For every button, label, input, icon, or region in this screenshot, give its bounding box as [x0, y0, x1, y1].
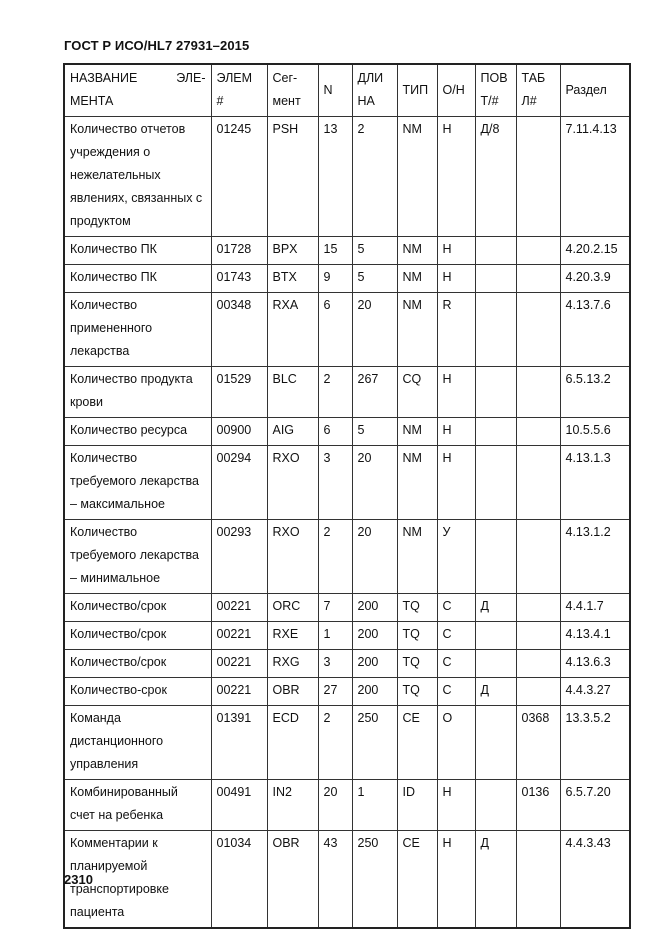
column-header-elem-line2: #: [216, 94, 224, 108]
cell-rep: [475, 780, 516, 831]
cell-rep: [475, 650, 516, 678]
column-header-name-line1: НАЗВАНИЕ ЭЛЕ-: [70, 71, 206, 85]
cell-name: Количество ПК: [64, 265, 211, 293]
cell-n: 2: [318, 520, 352, 594]
column-header-elem-line1: ЭЛЕМ: [216, 71, 253, 85]
cell-opt: Н: [437, 117, 475, 237]
cell-tbl: [516, 594, 560, 622]
cell-opt: Н: [437, 265, 475, 293]
cell-length: 5: [352, 418, 397, 446]
cell-rep: [475, 520, 516, 594]
cell-type: NM: [397, 520, 437, 594]
cell-section: 4.13.6.3: [560, 650, 630, 678]
cell-type: NM: [397, 418, 437, 446]
cell-elem: 00491: [211, 780, 267, 831]
column-header-opt-line1: О/Н: [442, 82, 465, 97]
column-header-length: [352, 64, 397, 117]
cell-name: Комбинированный счет на ребенка: [64, 780, 211, 831]
table-row: [64, 780, 630, 831]
column-header-tbl-line1: ТАБ: [521, 71, 546, 85]
cell-name: Количество ресурса: [64, 418, 211, 446]
column-header-name-line2: МЕНТА: [70, 94, 114, 108]
column-header-opt: [437, 64, 475, 117]
cell-name: Количество примененного лекарства: [64, 293, 211, 367]
cell-tbl: [516, 117, 560, 237]
cell-opt: С: [437, 622, 475, 650]
cell-type: NM: [397, 117, 437, 237]
cell-type: CE: [397, 706, 437, 780]
column-header-rep-line2: Т/#: [480, 94, 499, 108]
cell-type: CQ: [397, 367, 437, 418]
cell-n: 3: [318, 650, 352, 678]
cell-opt: С: [437, 678, 475, 706]
cell-type: TQ: [397, 594, 437, 622]
cell-rep: Д: [475, 678, 516, 706]
cell-length: 20: [352, 446, 397, 520]
cell-n: 27: [318, 678, 352, 706]
cell-segment: RXO: [267, 446, 318, 520]
cell-rep: [475, 293, 516, 367]
cell-segment: RXE: [267, 622, 318, 650]
cell-section: 4.13.1.2: [560, 520, 630, 594]
cell-n: 2: [318, 367, 352, 418]
cell-elem: 01743: [211, 265, 267, 293]
cell-tbl: [516, 520, 560, 594]
cell-elem: 01034: [211, 831, 267, 929]
cell-opt: О: [437, 706, 475, 780]
cell-name: Количество требуемого лекарства – максимальное: [64, 446, 211, 520]
cell-length: 1: [352, 780, 397, 831]
cell-rep: [475, 367, 516, 418]
cell-tbl: [516, 446, 560, 520]
cell-elem: 00221: [211, 622, 267, 650]
cell-opt: Н: [437, 831, 475, 929]
cell-tbl: [516, 237, 560, 265]
cell-rep: Д/8: [475, 117, 516, 237]
cell-name: Количество требуемого лекарства – минимальное: [64, 520, 211, 594]
cell-opt: С: [437, 650, 475, 678]
cell-tbl: [516, 265, 560, 293]
cell-name: Количество ПК: [64, 237, 211, 265]
cell-tbl: [516, 831, 560, 929]
table-row: [64, 446, 630, 520]
cell-length: 200: [352, 622, 397, 650]
cell-name: Команда дистанционного управления: [64, 706, 211, 780]
cell-rep: [475, 622, 516, 650]
cell-type: ID: [397, 780, 437, 831]
column-header-elem: [211, 64, 267, 117]
cell-section: 7.11.4.13: [560, 117, 630, 237]
cell-tbl: 0368: [516, 706, 560, 780]
cell-rep: [475, 418, 516, 446]
cell-segment: ORC: [267, 594, 318, 622]
cell-rep: [475, 706, 516, 780]
cell-section: 6.5.7.20: [560, 780, 630, 831]
column-header-section: [560, 64, 630, 117]
cell-tbl: [516, 293, 560, 367]
cell-n: 2: [318, 706, 352, 780]
cell-type: NM: [397, 446, 437, 520]
cell-name: Количество/срок: [64, 594, 211, 622]
cell-segment: BPX: [267, 237, 318, 265]
cell-elem: 00221: [211, 650, 267, 678]
column-header-name: [64, 64, 211, 117]
cell-elem: 00348: [211, 293, 267, 367]
cell-n: 13: [318, 117, 352, 237]
cell-tbl: [516, 622, 560, 650]
cell-elem: 01245: [211, 117, 267, 237]
cell-opt: У: [437, 520, 475, 594]
cell-length: 2: [352, 117, 397, 237]
cell-section: 6.5.13.2: [560, 367, 630, 418]
table-row: [64, 650, 630, 678]
cell-elem: 01391: [211, 706, 267, 780]
column-header-n-line1: N: [323, 82, 333, 97]
cell-tbl: [516, 367, 560, 418]
column-header-rep: [475, 64, 516, 117]
cell-type: NM: [397, 237, 437, 265]
table-row: [64, 418, 630, 446]
cell-n: 15: [318, 237, 352, 265]
cell-section: 4.13.7.6: [560, 293, 630, 367]
cell-elem: 01728: [211, 237, 267, 265]
cell-segment: RXA: [267, 293, 318, 367]
cell-length: 5: [352, 237, 397, 265]
cell-opt: Н: [437, 780, 475, 831]
cell-elem: 01529: [211, 367, 267, 418]
column-header-segment-line1: Сег-: [272, 71, 298, 85]
data-element-table: [63, 63, 631, 929]
cell-opt: Н: [437, 367, 475, 418]
cell-section: 4.20.3.9: [560, 265, 630, 293]
cell-elem: 00221: [211, 594, 267, 622]
cell-name: Количество-срок: [64, 678, 211, 706]
table-row: [64, 293, 630, 367]
table-row: [64, 594, 630, 622]
cell-tbl: [516, 678, 560, 706]
cell-n: 6: [318, 293, 352, 367]
cell-length: 5: [352, 265, 397, 293]
cell-length: 20: [352, 293, 397, 367]
cell-elem: 00221: [211, 678, 267, 706]
column-header-type-line1: ТИП: [402, 82, 429, 97]
cell-section: 4.13.4.1: [560, 622, 630, 650]
cell-n: 20: [318, 780, 352, 831]
cell-opt: Н: [437, 418, 475, 446]
cell-n: 3: [318, 446, 352, 520]
cell-length: 250: [352, 831, 397, 929]
table-row: [64, 237, 630, 265]
cell-length: 250: [352, 706, 397, 780]
column-header-segment: [267, 64, 318, 117]
cell-type: NM: [397, 265, 437, 293]
cell-opt: Н: [437, 446, 475, 520]
cell-length: 200: [352, 678, 397, 706]
cell-segment: AIG: [267, 418, 318, 446]
cell-segment: RXO: [267, 520, 318, 594]
column-header-tbl: [516, 64, 560, 117]
table-row: [64, 117, 630, 237]
cell-length: 200: [352, 594, 397, 622]
cell-name: Количество/срок: [64, 650, 211, 678]
cell-section: 13.3.5.2: [560, 706, 630, 780]
cell-n: 7: [318, 594, 352, 622]
cell-segment: ECD: [267, 706, 318, 780]
cell-segment: OBR: [267, 831, 318, 929]
cell-section: 4.13.1.3: [560, 446, 630, 520]
cell-length: 20: [352, 520, 397, 594]
cell-section: 4.20.2.15: [560, 237, 630, 265]
table-row: [64, 706, 630, 780]
document-header: ГОСТ Р ИСО/HL7 27931–2015: [64, 38, 250, 53]
cell-opt: R: [437, 293, 475, 367]
cell-tbl: [516, 418, 560, 446]
cell-elem: 00900: [211, 418, 267, 446]
cell-length: 200: [352, 650, 397, 678]
table-row: [64, 265, 630, 293]
cell-rep: Д: [475, 594, 516, 622]
cell-n: 43: [318, 831, 352, 929]
column-header-segment-line2: мент: [272, 94, 301, 108]
cell-type: CE: [397, 831, 437, 929]
cell-segment: RXG: [267, 650, 318, 678]
column-header-tbl-line2: Л#: [521, 94, 537, 108]
table-row: [64, 678, 630, 706]
cell-rep: Д: [475, 831, 516, 929]
cell-segment: BTX: [267, 265, 318, 293]
cell-length: 267: [352, 367, 397, 418]
cell-rep: [475, 237, 516, 265]
table-row: [64, 520, 630, 594]
column-header-length-line2: НА: [357, 94, 375, 108]
cell-tbl: 0136: [516, 780, 560, 831]
table-row: [64, 622, 630, 650]
cell-section: 4.4.3.27: [560, 678, 630, 706]
cell-n: 9: [318, 265, 352, 293]
cell-opt: С: [437, 594, 475, 622]
cell-name: Количество продукта крови: [64, 367, 211, 418]
column-header-type: [397, 64, 437, 117]
cell-rep: [475, 446, 516, 520]
cell-n: 6: [318, 418, 352, 446]
cell-segment: OBR: [267, 678, 318, 706]
table-header-row: [64, 64, 630, 117]
cell-opt: Н: [437, 237, 475, 265]
table-row: [64, 831, 630, 929]
cell-type: TQ: [397, 650, 437, 678]
cell-name: Количество отчетов учреждения о нежелательных явлениях, связанных с продуктом: [64, 117, 211, 237]
cell-elem: 00293: [211, 520, 267, 594]
cell-segment: IN2: [267, 780, 318, 831]
page-number: 2310: [64, 872, 93, 887]
column-header-n: [318, 64, 352, 117]
table-body: [64, 117, 630, 929]
cell-tbl: [516, 650, 560, 678]
cell-elem: 00294: [211, 446, 267, 520]
column-header-section-line1: Раздел: [565, 82, 607, 97]
cell-section: 4.4.3.43: [560, 831, 630, 929]
cell-type: TQ: [397, 622, 437, 650]
cell-rep: [475, 265, 516, 293]
cell-type: NM: [397, 293, 437, 367]
column-header-rep-line1: ПОВ: [480, 71, 508, 85]
cell-segment: PSH: [267, 117, 318, 237]
cell-n: 1: [318, 622, 352, 650]
cell-section: 4.4.1.7: [560, 594, 630, 622]
cell-section: 10.5.5.6: [560, 418, 630, 446]
cell-name: Количество/срок: [64, 622, 211, 650]
table-row: [64, 367, 630, 418]
cell-segment: BLC: [267, 367, 318, 418]
cell-name: Комментарии к планируемой транспортировке пациента: [64, 831, 211, 929]
cell-type: TQ: [397, 678, 437, 706]
column-header-length-line1: ДЛИ: [357, 71, 384, 85]
